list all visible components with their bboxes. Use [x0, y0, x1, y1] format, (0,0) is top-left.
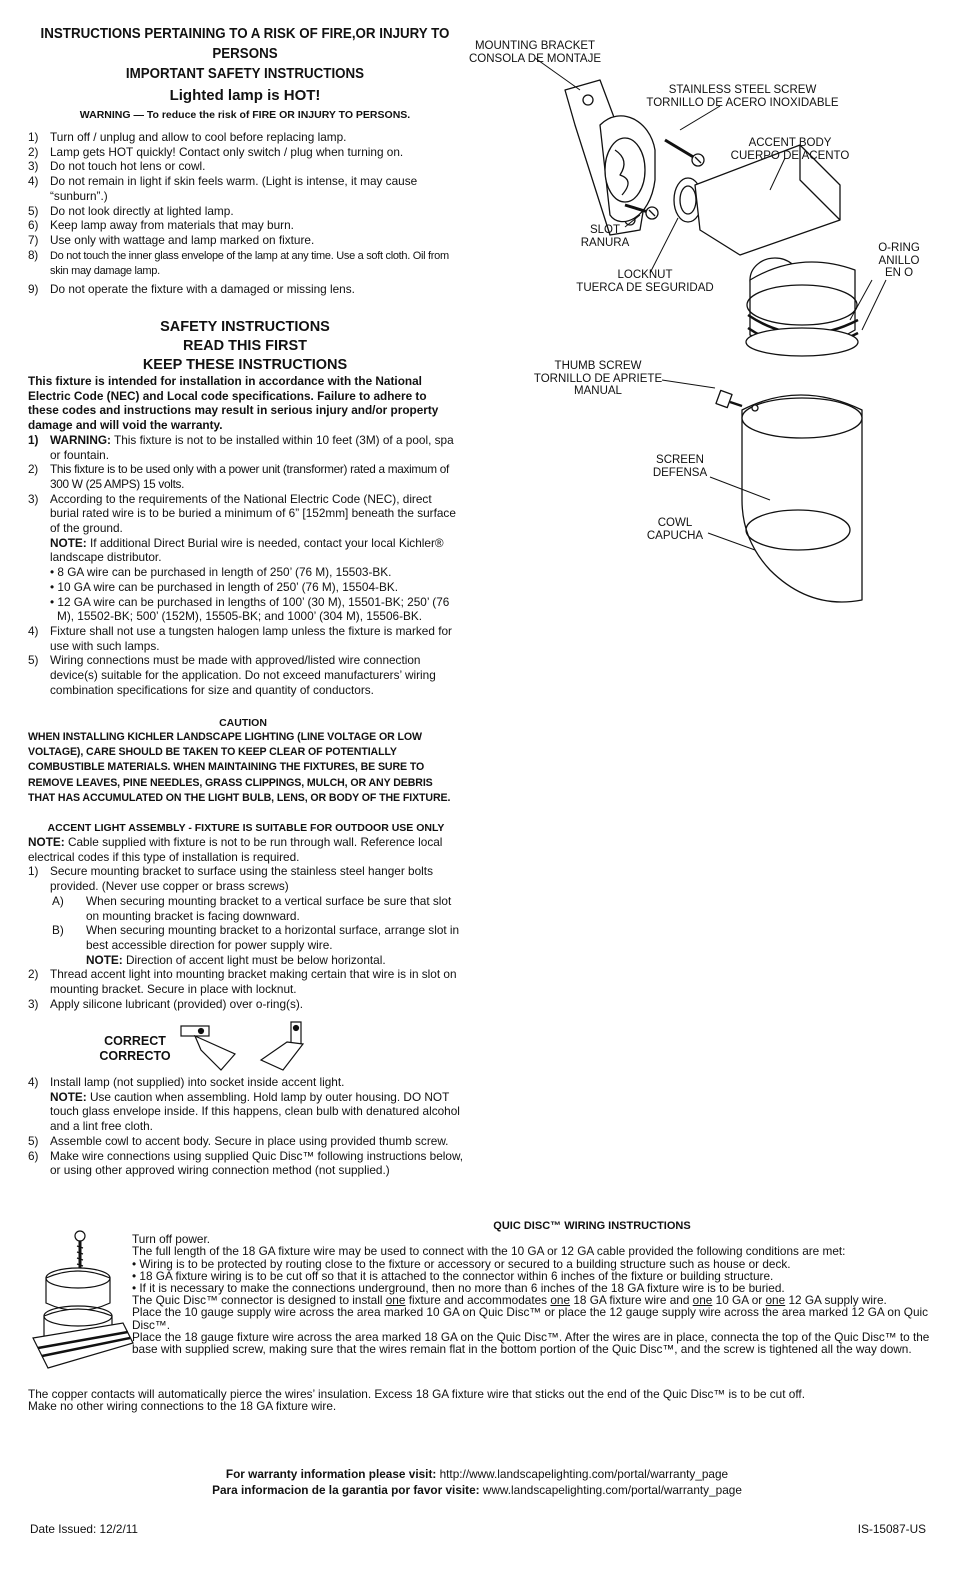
label-screen: SCREEN DEFENSA [652, 454, 708, 479]
caution-block [28, 716, 458, 806]
quic-disc-figure [28, 1228, 138, 1373]
quic-line-7: Place the 10 gauge supply wire across the area marked 10 GA on Quic Disc™ or place the 12 gauge supply wire across the area marked 12 GA on Quic Disc™. [132, 1305, 929, 1332]
safety-item-2: 2) Lamp gets HOT quickly! Contact only switch / plug when turning on. [28, 144, 404, 159]
label-locknut: LOCKNUT TUERCA DE SEGURIDAD [576, 269, 714, 294]
safety-warning: WARNING — To reduce the risk of FIRE OR INJURY TO PERSONS. [79, 109, 411, 121]
stainless-screw-shape [665, 140, 704, 166]
instruction-item-1: 1) WARNING: This fixture is not to be installed within 10 feet (3M) of a pool, spa or fountain. [28, 432, 454, 462]
warranty-link-en[interactable]: http://www.landscapelighting.com/portal/warranty_page [436, 1467, 729, 1481]
label-accent-body: ACCENT BODY CUERPO DE ACENTO [730, 137, 850, 162]
instructions-h1: SAFETY INSTRUCTIONS [160, 319, 330, 335]
quic-line-10: Make no other wiring connections to the 18 GA fixture wire. [28, 1399, 337, 1414]
assembly-step-1: 1) Secure mounting bracket to surface using the stainless steel hanger bolts provided. (Never use copper or brass screws) [28, 864, 433, 894]
assembly-step-3: 3) Apply silicone lubricant (provided) over o-ring(s). [28, 996, 304, 1011]
date-issued: Date Issued: 12/2/11 [30, 1522, 138, 1536]
assembly-step-1b: B) When securing mounting bracket to a horizontal surface, arrange slot in best accessible direction for power supply wire. NOTE: Direction of accent light must be below horizontal. [52, 923, 460, 967]
safety-item-7: 7) Use only with wattage and lamp marked on fixture. [28, 232, 315, 247]
quic-line-6: The Quic Disc™ connector is designed to install one fixture and accommodates one 18 GA fixture wire and one 10 GA or one 12 GA supply wire. [132, 1293, 887, 1308]
quic-line-8: Place the 18 gauge fixture wire across the area marked 18 GA on the Quic Disc™. After the wires are in place, connecta the top of the Quic Disc™ to the base with supplied screw, making sure that the wires remain flat in the bottom portion of the Quic Disc™, and the screw is tightened all the way down. [132, 1329, 930, 1357]
label-slot: SLOT RANURA [580, 224, 630, 249]
assembly-block-2 [28, 1075, 468, 1178]
instruction-item-3-note: NOTE: If additional Direct Burial wire is needed, contact your local Kichler® landscape distributor. [50, 535, 444, 565]
assembly-step-5: 5) Assemble cowl to accent body. Secure in place using provided thumb screw. [28, 1133, 449, 1148]
safety-item-4: 4) Do not remain in light if skin feels warm. (Light is intense, it may cause “sunburn”.) [28, 174, 418, 203]
quic-line-1: Turn off power. [132, 1232, 211, 1247]
safety-item-1: 1) Turn off / unplug and allow to cool before replacing lamp. [28, 130, 347, 144]
wire-bullet-3: • 12 GA wire can be purchased in lengths of 100’ (30 M), 15501-BK; 250’ (76 M), 15502-BK; 500’ (152M), 15505-BK; and 1000’ (304 M), 15506-BK. [50, 594, 450, 624]
label-mounting-bracket: MOUNTING BRACKET CONSOLA DE MONTAJE [468, 40, 602, 65]
quic-line-9: The copper contacts will automatically pierce the wires’ insulation. Excess 18 GA fixture wire that sticks out the end of the Quic Disc™ is to be cut off. [28, 1387, 805, 1401]
safety-header [20, 24, 470, 121]
warranty-es: Para informacion de la garantia por favor visite: www.landscapelighting.com/portal/warranty_page [212, 1483, 742, 1497]
quic-disc-title: QUIC DISC™ WIRING INSTRUCTIONS [493, 1220, 691, 1232]
instruction-item-3: 3) According to the requirements of the National Electric Code (NEC), direct burial rated wire is to be buried a minimum of 6” [152mm] beneath the surface of the ground. [28, 491, 456, 536]
quic-line-2: The full length of the 18 GA fixture wire may be used to connect with the 10 GA or 12 GA cable provided the following conditions are met: [132, 1244, 846, 1259]
safety-item-9: 9) Do not operate the fixture with a damaged or missing lens. [28, 282, 355, 297]
quic-disc-screw-icon [75, 1231, 85, 1241]
instruction-item-2: 2) This fixture is to be used only with a power unit (transformer) rated a maximum of 300 W (25 AMPS) 15 volts. [28, 462, 449, 491]
assembly-step-4: 4) Install lamp (not supplied) into socket inside accent light. NOTE: Use caution when assembling. Hold lamp by outer housing. DO NOT touch glass envelope inside. If this happens, clean bulb with denatured alcohol and a lint free cloth. [28, 1075, 460, 1134]
assembly-step-2: 2) Thread accent light into mounting bracket making certain that wire is in slot on mounting bracket. Secure in place with locknut. [28, 967, 457, 997]
correct-en: CORRECT [104, 1034, 166, 1048]
safety-item-8: 8) Do not touch the inner glass envelope of the lamp at any time. Use a soft cloth. Oil from skin may damage lamp. [28, 247, 449, 278]
quic-disc-tail [28, 1388, 928, 1412]
assembly-title: ACCENT LIGHT ASSEMBLY - FIXTURE IS SUITABLE FOR OUTDOOR USE ONLY [47, 822, 445, 834]
instructions-intro: This fixture is intended for installation in accordance with the National Electric Code (NEC) and Local code specifications. Failure to adhere to these codes and instructions may result in serious injury and/or property damage and will void the warranty. [28, 374, 439, 433]
instructions-h3: KEEP THESE INSTRUCTIONS [142, 357, 348, 373]
wire-bullet-1: • 8 GA wire can be purchased in length of 250’ (76 M), 15503-BK. [50, 565, 392, 580]
wire-bullet-2: • 10 GA wire can be purchased in length of 250’ (76 M), 15504-BK. [50, 579, 398, 594]
label-o-ring: O-RING ANILLO EN O [878, 242, 920, 279]
quic-bullet-3: • If it is necessary to make the connections underground, then no more than 6 inches of the 18 GA fixture wire is to be buried. [132, 1281, 785, 1296]
safety-item-3: 3) Do not touch hot lens or cowl. [28, 159, 206, 174]
label-stainless-screw: STAINLESS STEEL SCREW TORNILLO DE ACERO INOXIDABLE [646, 84, 839, 109]
instructions-body [28, 374, 460, 697]
instructions-header [20, 318, 470, 375]
lamp-hot-title: Lighted lamp is HOT! [169, 87, 321, 104]
assembly-note: NOTE: Cable supplied with fixture is not to be run through wall. Reference local electrical codes if this type of installation is required. [28, 835, 443, 864]
correct-label [80, 1034, 190, 1064]
assembly-block [28, 821, 464, 1011]
quic-bullet-1: • Wiring is to be protected by routing close to the fixture or accessory or secured to a building structure such as house or deck. [132, 1256, 791, 1271]
instruction-item-5: 5) Wiring connections must be made with approved/listed wire connection device(s) suitable for the application. Do not exceed manufacturers’ wiring combination specifications for size and quantity of conductors. [28, 653, 436, 697]
warranty-link-es[interactable]: www.landscapelighting.com/portal/warranty_page [479, 1483, 742, 1497]
safety-title-line2: PERSONS [212, 46, 278, 62]
safety-list [28, 130, 460, 297]
assembly-step-1a: A) When securing mounting bracket to a vertical surface be sure that slot on mounting bracket is facing downward. [52, 893, 452, 923]
quic-disc-block [132, 1220, 932, 1355]
document-code: IS-15087-US [857, 1522, 926, 1536]
label-thumb-screw: THUMB SCREW TORNILLO DE APRIETE MANUAL [533, 360, 663, 397]
safety-item-5: 5) Do not look directly at lighted lamp. [28, 203, 234, 218]
thumb-screw-shape [716, 390, 742, 407]
safety-title-line3: IMPORTANT SAFETY INSTRUCTIONS [125, 66, 365, 82]
caution-title: CAUTION [219, 717, 267, 729]
safety-title-line1: INSTRUCTIONS PERTAINING TO A RISK OF FIRE,OR INJURY TO [40, 26, 450, 42]
warranty-info [0, 1466, 954, 1498]
assembly-step-6: 6) Make wire connections using supplied Quic Disc™ following instructions below, or using other approved wiring connection method (not supplied.) [28, 1148, 464, 1178]
quic-bullet-2: • 18 GA fixture wiring is to be cut off so that it is attached to the connector within 6 inches of the fixture or building structure. [132, 1268, 774, 1283]
correct-es: CORRECTO [99, 1049, 171, 1063]
instruction-item-4: 4) Fixture shall not use a tungsten halogen lamp unless the fixture is marked for use with such lamps. [28, 623, 452, 653]
safety-item-6: 6) Keep lamp away from materials that may burn. [28, 218, 294, 233]
caution-text: WHEN INSTALLING KICHLER LANDSCAPE LIGHTING (LINE VOLTAGE OR LOW VOLTAGE), CARE SHOULD BE TAKEN TO KEEP CLEAR OF POTENTIALLY COMBUSTIBLE MATERIALS. WHEN MAINTAINING THE FIXTURES, BE SURE TO REMOVE LEAVES, PINE NEEDLES, GRASS CLIPPINGS, MULCH, OR ANY DEBRIS THAT HAS ACCUMULATED ON THE LIGHT BULB, LENS, OR BODY OF THE FIXTURE. [28, 731, 451, 804]
correct-orientation-figure [175, 1020, 315, 1072]
label-cowl: COWL CAPUCHA [646, 517, 704, 542]
instructions-h2: READ THIS FIRST [182, 338, 308, 354]
warranty-en: For warranty information please visit: http://www.landscapelighting.com/portal/warranty_page [225, 1467, 729, 1481]
